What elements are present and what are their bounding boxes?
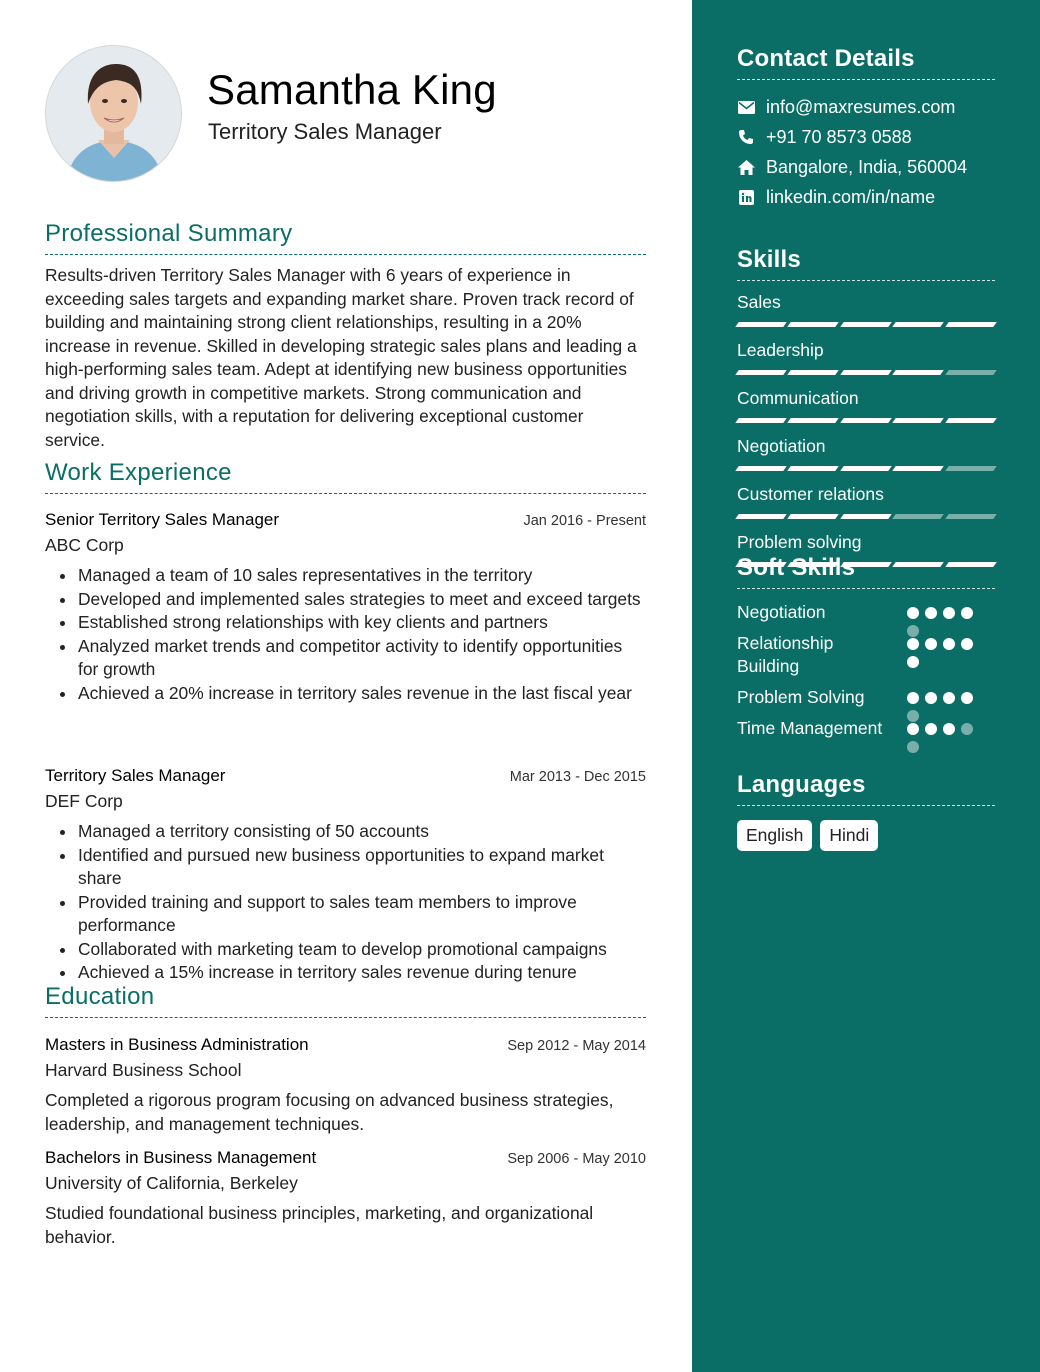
skill-level-bar [737, 514, 995, 520]
soft-skill-name: Negotiation [737, 602, 826, 622]
soft-skill-rating [907, 638, 979, 668]
skill-item [737, 436, 995, 472]
job-date: Jan 2016 - Present [523, 513, 646, 529]
rating-dot [907, 723, 919, 735]
soft-skill-item [737, 601, 995, 624]
education-section [45, 983, 646, 1018]
list-item: Developed and implemented sales strategies to meet and exceed targets [45, 588, 646, 612]
rating-dot [925, 638, 937, 650]
skill-level-segment [735, 514, 787, 519]
rating-dot [943, 692, 955, 704]
soft-skill-rating [907, 723, 979, 753]
soft-skill-name: Time Management [737, 718, 883, 738]
skill-level-segment [840, 418, 892, 423]
rating-dot [961, 692, 973, 704]
skill-item [737, 484, 995, 520]
skill-name: Negotiation [737, 436, 826, 456]
skill-level-segment [788, 370, 840, 375]
skill-level-segment [788, 322, 840, 327]
rating-dot [943, 638, 955, 650]
education-entry [45, 1035, 646, 1136]
list-item: Analyzed market trends and competitor activity to identify opportunities for growth [45, 635, 646, 682]
job-role: Senior Territory Sales Manager [45, 510, 280, 529]
contact-email[interactable] [737, 92, 995, 122]
skill-level-bar [737, 370, 995, 376]
skill-level-segment [840, 514, 892, 519]
skill-level-segment [788, 418, 840, 423]
job-bullets [45, 820, 646, 985]
rating-dot [961, 607, 973, 619]
rating-dot [925, 692, 937, 704]
phone-text: +91 70 8573 0588 [766, 126, 912, 147]
list-item: Achieved a 15% increase in territory sales revenue during tenure [45, 961, 646, 985]
list-item: Achieved a 20% increase in territory sales revenue in the last fiscal year [45, 682, 646, 706]
languages-section [737, 771, 995, 851]
rating-dot [907, 692, 919, 704]
skills-section [737, 246, 995, 580]
email-text: info@maxresumes.com [766, 96, 956, 117]
skill-level-segment [735, 466, 787, 471]
school-name: University of California, Berkeley [45, 1173, 298, 1193]
contact-section [737, 45, 995, 212]
envelope-icon [737, 98, 755, 116]
profile-photo [45, 45, 182, 182]
skill-level-bar [737, 322, 995, 328]
section-title-experience: Work Experience [45, 459, 646, 494]
contact-address [737, 152, 995, 182]
skill-level-segment [788, 514, 840, 519]
list-item: Managed a territory consisting of 50 accounts [45, 820, 646, 844]
skill-level-segment [840, 466, 892, 471]
skill-level-segment [892, 418, 944, 423]
rating-dot [907, 741, 919, 753]
language-tag: English [737, 820, 812, 851]
summary-text: Results-driven Territory Sales Manager with 6 years of experience in exceeding sales targets and expanding market share. Proven track record of building and maintaining strong client relationships, resulting in a 20% increase in revenue. Skilled in developing strategic sales plans and leading a high-performing sales team. Adept at identifying new business opportunities and driving growth in competitive markets. Strong communication and negotiation skills, with a reputation for delivering exceptional customer service. [45, 265, 637, 450]
section-title-skills: Skills [737, 246, 995, 281]
soft-skill-name: Relationship Building [737, 633, 834, 676]
rating-dot [961, 723, 973, 735]
job-role: Territory Sales Manager [45, 766, 226, 785]
skill-level-segment [945, 418, 997, 423]
skill-name: Problem solving [737, 532, 862, 552]
skill-level-segment [840, 322, 892, 327]
soft-skill-item [737, 686, 995, 709]
skill-level-segment [892, 322, 944, 327]
skills-list [737, 292, 995, 568]
skill-item [737, 292, 995, 328]
languages-list [737, 820, 995, 851]
contact-phone[interactable] [737, 122, 995, 152]
candidate-title: Territory Sales Manager [208, 119, 442, 144]
linkedin-icon [737, 188, 755, 206]
phone-icon [737, 128, 755, 146]
skill-item [737, 340, 995, 376]
list-item: Provided training and support to sales team members to improve performance [45, 891, 646, 938]
skill-level-bar [737, 418, 995, 424]
skill-name: Sales [737, 292, 781, 312]
skill-item [737, 388, 995, 424]
linkedin-text: linkedin.com/in/name [766, 186, 936, 207]
skill-name: Leadership [737, 340, 824, 360]
rating-dot [925, 723, 937, 735]
list-item: Managed a team of 10 sales representatives in the territory [45, 564, 646, 588]
rating-dot [907, 656, 919, 668]
summary-section [45, 220, 646, 452]
section-title-education: Education [45, 983, 646, 1018]
education-date: Sep 2006 - May 2010 [507, 1151, 646, 1167]
education-description: Completed a rigorous program focusing on advanced business strategies, leadership, and management techniques. [45, 1090, 614, 1134]
soft-skills-list [737, 601, 995, 740]
list-item: Collaborated with marketing team to develop promotional campaigns [45, 938, 646, 962]
section-title-languages: Languages [737, 771, 995, 806]
skill-level-segment [892, 514, 944, 519]
skill-level-segment [945, 322, 997, 327]
skill-level-segment [892, 466, 944, 471]
skill-level-segment [892, 370, 944, 375]
skill-level-segment [735, 370, 787, 375]
skill-name: Communication [737, 388, 859, 408]
job-date: Mar 2013 - Dec 2015 [509, 769, 646, 785]
list-item: Established strong relationships with key clients and partners [45, 611, 646, 635]
candidate-name: Samantha King [207, 66, 497, 113]
rating-dot [961, 638, 973, 650]
sidebar [692, 0, 1040, 1372]
skill-level-segment [788, 466, 840, 471]
rating-dot [925, 607, 937, 619]
section-title-summary: Professional Summary [45, 220, 646, 255]
skill-level-segment [945, 370, 997, 375]
rating-dot [907, 607, 919, 619]
contact-linkedin[interactable] [737, 182, 995, 212]
job-company: ABC Corp [45, 535, 124, 555]
skill-level-segment [735, 418, 787, 423]
soft-skill-item [737, 632, 995, 678]
section-title-contact: Contact Details [737, 45, 995, 80]
education-description: Studied foundational business principles, marketing, and organizational behavior. [45, 1203, 594, 1247]
skill-level-segment [840, 370, 892, 375]
skill-name: Customer relations [737, 484, 884, 504]
job-bullets [45, 564, 646, 705]
school-name: Harvard Business School [45, 1060, 242, 1080]
education-entry [45, 1148, 646, 1249]
section-title-soft-skills: Soft Skills [737, 554, 995, 589]
job-company: DEF Corp [45, 791, 123, 811]
skill-level-segment [945, 466, 997, 471]
language-tag: Hindi [820, 820, 878, 851]
skill-level-bar [737, 466, 995, 472]
rating-dot [907, 638, 919, 650]
job-entry [45, 766, 646, 985]
job-entry [45, 510, 646, 705]
home-icon [737, 158, 755, 176]
soft-skill-item [737, 717, 995, 740]
rating-dot [943, 723, 955, 735]
degree-name: Bachelors in Business Management [45, 1148, 317, 1167]
list-item: Identified and pursued new business opportunities to expand market share [45, 844, 646, 891]
soft-skills-section [737, 554, 995, 748]
education-date: Sep 2012 - May 2014 [507, 1038, 646, 1054]
skill-level-segment [945, 514, 997, 519]
degree-name: Masters in Business Administration [45, 1035, 309, 1054]
address-text: Bangalore, India, 560004 [766, 156, 968, 177]
rating-dot [943, 607, 955, 619]
experience-section [45, 459, 646, 494]
skill-level-segment [735, 322, 787, 327]
soft-skill-name: Problem Solving [737, 687, 865, 707]
